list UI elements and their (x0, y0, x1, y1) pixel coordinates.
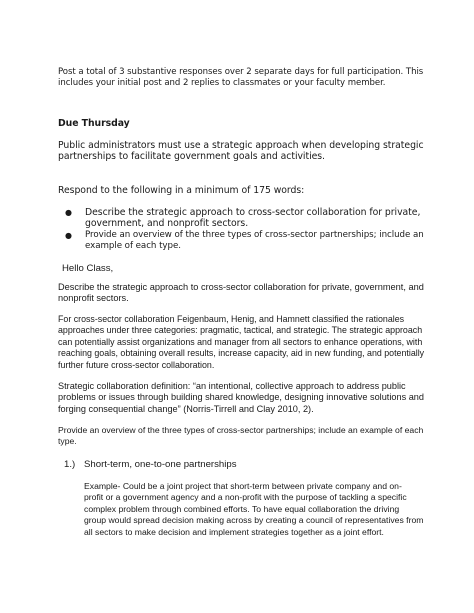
collaboration-line-2: approaches under three categories: pragmatic, tactical, and strategic. The strategic approach (58, 325, 423, 336)
collaboration-line-4: reaching goals, obtaining overall results, increase capacity, aid in new funding, and potentially (58, 348, 425, 359)
respond-instruction: Respond to the following in a minimum of 175 words: (58, 185, 305, 196)
definition-line-1: Strategic collaboration definition: “an intentional, collective approach to address public (58, 381, 406, 391)
definition-paragraph (58, 381, 424, 415)
bullet-item-2-line-1: Provide an overview of the three types of cross-sector partnerships; include an (85, 230, 424, 240)
bullet-item (85, 207, 420, 230)
collaboration-paragraph (58, 314, 424, 371)
example-paragraph (84, 481, 423, 538)
list-item-label: Short-term, one-to-one partnerships (84, 459, 237, 470)
question-1 (58, 282, 424, 305)
question-1-line-1: Describe the strategic approach to cross-sector collaboration for private, government, and (58, 282, 424, 292)
due-heading: Due Thursday (58, 118, 130, 129)
example-line-3: complex problem through combined efforts. To have equal collaboration the driving (84, 503, 400, 514)
example-line-4: group would spread decision making across by creating a council of representatives from (84, 515, 424, 526)
intro-line-1: Post a total of 3 substantive responses over 2 separate days for full participation. This (58, 67, 424, 77)
example-line-2: profit or a government agency and a non-profit with the purpose of tackling a specific (84, 492, 407, 503)
greeting: Hello Class, (62, 263, 114, 274)
example-line-5: all sectors to make decision and implement strategies together as a joint effort. (84, 526, 384, 537)
question-2 (58, 425, 423, 448)
bullet-marker: ● (65, 208, 72, 217)
prompt-paragraph (58, 140, 424, 163)
intro-line-2: includes your initial post and 2 replies to classmates or your faculty member. (58, 78, 386, 89)
collaboration-line-5: further future cross-sector collaboration. (58, 359, 215, 370)
example-line-1: Example- Could be a joint project that short-term between private company and on- (84, 481, 402, 491)
definition-line-3: forging consequential change” (Norris-Tirrell and Clay 2010, 2). (58, 403, 314, 414)
list-item-number: 1.) (64, 459, 76, 470)
question-2-line-2: type. (58, 436, 77, 447)
bullet-item-1-line-2: government, and nonprofit sectors. (85, 218, 249, 230)
question-2-line-1: Provide an overview of the three types of cross-sector partnerships; include an example of each (58, 425, 424, 435)
collaboration-line-1: For cross-sector collaboration Feigenbaum, Henig, and Hamnett classified the rationales (58, 314, 405, 324)
collaboration-line-3: can potentially assist organizations and manager from all sectors to enhance operations, with (58, 336, 423, 347)
intro-paragraph (58, 67, 423, 90)
bullet-item-1-line-1: Describe the strategic approach to cross-sector collaboration for private, (85, 207, 421, 218)
prompt-line-1: Public administrators must use a strategic approach when developing strategic (58, 140, 424, 151)
bullet-item (85, 230, 424, 253)
question-1-line-2: nonprofit sectors. (58, 293, 129, 304)
bullet-marker: ● (65, 231, 72, 240)
definition-line-2: problems or issues through building shared knowledge, designing innovative solutions and (58, 392, 424, 403)
prompt-line-2: partnerships to facilitate government goals and activities. (58, 151, 325, 163)
bullet-item-2-line-2: example of each type. (85, 241, 181, 252)
